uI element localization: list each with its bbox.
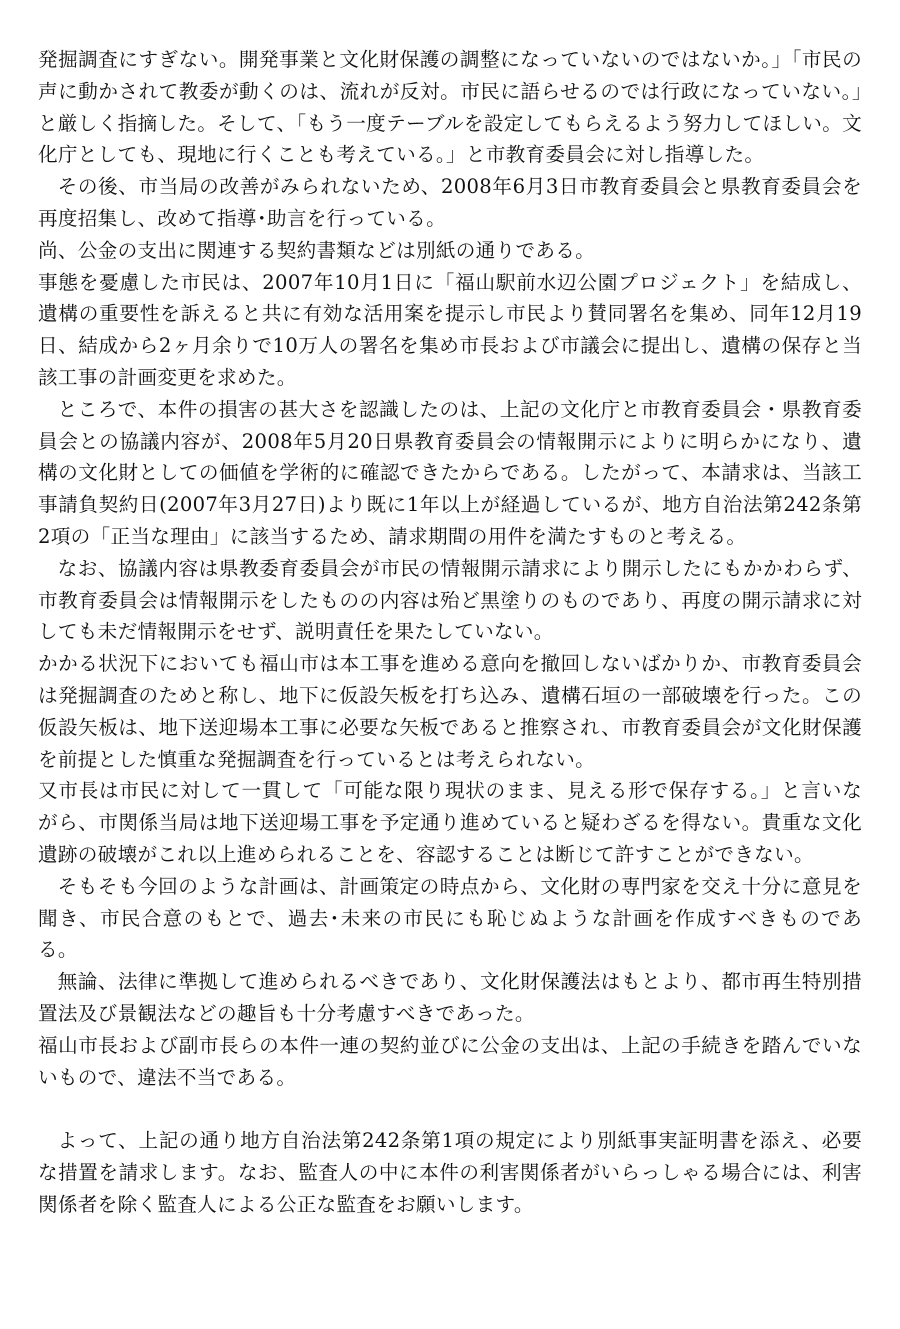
paragraph-3: 尚、公金の支出に関連する契約書類などは別紙の通りである。 bbox=[38, 238, 596, 262]
paragraph-1: 発掘調査にすぎない。開発事業と文化財保護の調整になっていないのではないか。」「市民の声に動かされて教委が動くのは、流れが反対。市民に語らせるのでは行政になっていない。」と厳しく指摘した。そして、「もう一度テーブルを設定してもらえるよう努力してほしい。文化庁としても、現地に行くことも考えている。」と市教育委員会に対し指導した。 bbox=[38, 48, 862, 167]
paragraph-10: 無論、法律に準拠して進められるべきであり、文化財保護法はもとより、都市再生特別措置法及び景観法などの趣旨も十分考慮すべきであった。 bbox=[38, 970, 862, 1025]
paragraph-9: そもそも今回のような計画は、計画策定の時点から、文化財の専門家を交え十分に意見を聞き、市民合意のもとで、過去･未来の市民にも恥じぬような計画を作成すべきものである。 bbox=[38, 874, 862, 962]
document-body bbox=[38, 44, 862, 1220]
paragraph-4: 事態を憂慮した市民は、2007年10月1日に「福山駅前水辺公園プロジェクト」を結成し、遺構の重要性を訴えると共に有効な活用案を提示し市民より賛同署名を集め、同年12月19日、結成から2ヶ月余りで10万人の署名を集め市長および市議会に提出し、遺構の保存と当該工事の計画変更を求めた。 bbox=[38, 270, 862, 389]
paragraph-5: ところで、本件の損害の甚大さを認識したのは、上記の文化庁と市教育委員会・県教育委員会との協議内容が、2008年5月20日県教育委員会の情報開示によりに明らかになり、遺構の文化財としての価値を学術的に確認できたからである。したがって、本請求は、当該工事請負契約日(2007年3月27日)より既に1年以上が経過しているが、地方自治法第242条第2項の「正当な理由」に該当するため、請求期間の用件を満たすものと考える。 bbox=[38, 397, 862, 548]
paragraph-6: なお、協議内容は県教委育委員会が市民の情報開示請求により開示したにもかかわらず、市教育委員会は情報開示をしたものの内容は殆ど黒塗りのものであり、再度の開示請求に対しても未だ情報開示をせず、説明責任を果たしていない。 bbox=[38, 556, 862, 644]
blank-line bbox=[38, 1093, 862, 1125]
paragraph-2: その後、市当局の改善がみられないため、2008年6月3日市教育委員会と県教育委員会を再度招集し、改めて指導･助言を行っている。 bbox=[38, 175, 862, 230]
paragraph-8: 又市長は市民に対して一貫して「可能な限り現状のまま、見える形で保存する。」と言いながら、市関係当局は地下送迎場工事を予定通り進めていると疑わざるを得ない。貴重な文化遺跡の破壊がこれ以上進められることを、容認することは断じて許すことができない。 bbox=[38, 779, 862, 866]
closing-paragraph: よって、上記の通り地方自治法第242条第1項の規定により別紙事実証明書を添え、必要な措置を請求します。なお、監査人の中に本件の利害関係者がいらっしゃる場合には、利害関係者を除く監査人による公正な監査をお願いします。 bbox=[38, 1129, 862, 1216]
paragraph-7: かかる状況下においても福山市は本工事を進める意向を撤回しないばかりか、市教育委員会は発掘調査のためと称し、地下に仮設矢板を打ち込み、遺構石垣の一部破壊を行った。この仮設矢板は、地下送迎場本工事に必要な矢板であると推察され、市教育委員会が文化財保護を前提とした慎重な発掘調査を行っているとは考えられない。 bbox=[38, 652, 862, 771]
paragraph-11: 福山市長および副市長らの本件一連の契約並びに公金の支出は、上記の手続きを踏んでいないもので、違法不当である。 bbox=[38, 1033, 862, 1089]
